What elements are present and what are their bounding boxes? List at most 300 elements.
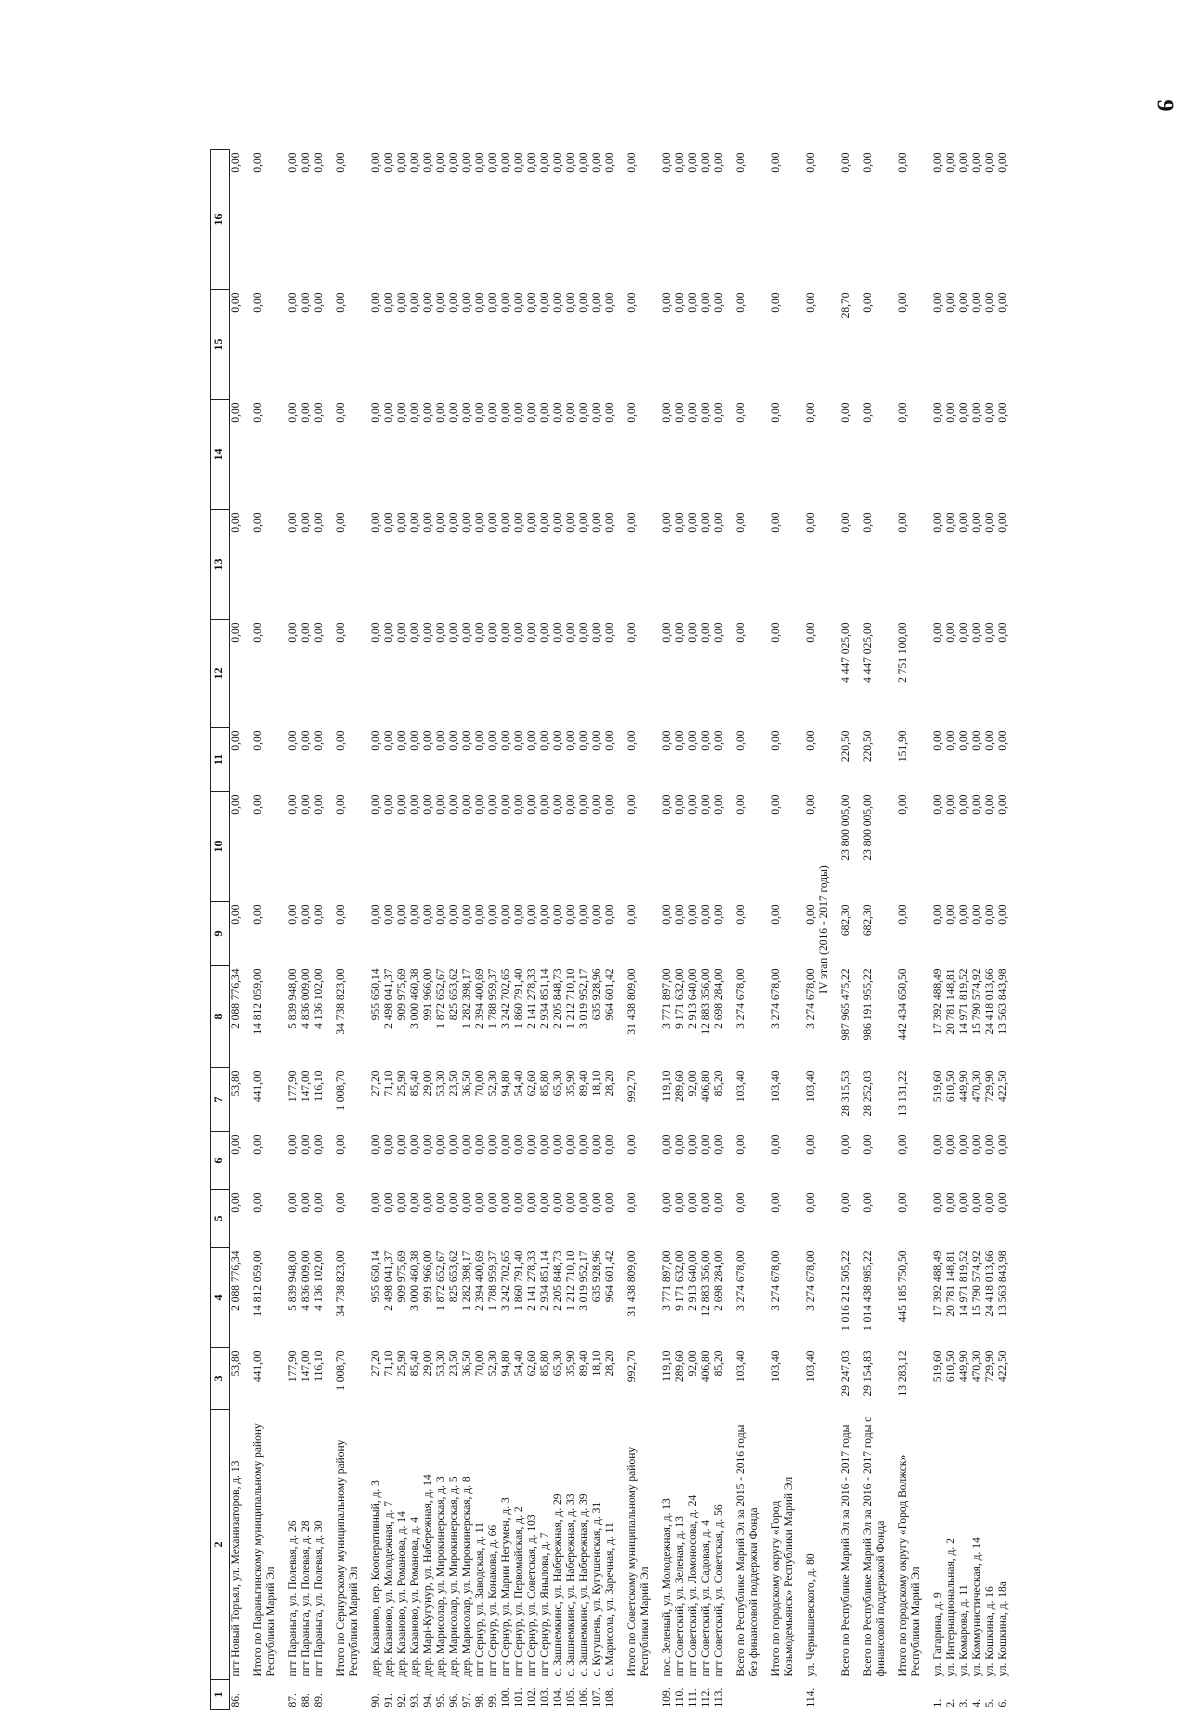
value-cell-col-9: 0,00 [539, 904, 551, 925]
row-spacer [243, 150, 252, 1710]
table-row [409, 150, 422, 1710]
value-cell-col-3: 103,40 [805, 1350, 817, 1383]
value-cell-col-10: 0,00 [626, 794, 638, 815]
value-cell-col-15: 0,00 [300, 292, 312, 313]
value-cell-col-4: 955 650,14 [370, 1250, 382, 1303]
value-cell-col-14: 0,00 [409, 402, 421, 423]
value-cell-col-12: 0,00 [958, 622, 970, 643]
address-cell: пгт Сернур, ул. Первомайская, д. 2 [513, 1506, 525, 1677]
value-cell-col-14: 0,00 [971, 402, 983, 423]
value-cell-col-12: 0,00 [383, 622, 395, 643]
value-cell-col-4: 13 563 843,98 [997, 1250, 1009, 1317]
value-cell-col-4: 1 016 212 505,22 [840, 1250, 852, 1331]
value-cell-col-16: 0,00 [713, 152, 725, 173]
address-cell: Итого по Параньгинскому муниципальному району Республики Марий Эл [252, 1423, 277, 1677]
value-cell-col-16: 0,00 [687, 152, 699, 173]
table-row [552, 150, 565, 1710]
row-number: 100. [500, 1687, 512, 1708]
table-row [604, 150, 617, 1710]
value-cell-col-4: 3 274 678,00 [735, 1250, 747, 1311]
value-cell-col-12: 0,00 [287, 622, 299, 643]
table-row [370, 150, 383, 1710]
table-row [487, 150, 500, 1710]
value-cell-col-8: 1 872 652,67 [435, 968, 447, 1029]
value-cell-col-15: 0,00 [539, 292, 551, 313]
value-cell-col-13: 0,00 [674, 512, 686, 533]
column-header-9: 9 [211, 902, 230, 966]
value-cell-col-8: 12 883 356,00 [700, 968, 712, 1035]
row-number [735, 1680, 761, 1710]
value-cell-col-6: 0,00 [335, 1134, 347, 1155]
value-cell-col-12: 0,00 [997, 622, 1009, 643]
value-cell-col-5: 0,00 [626, 1192, 638, 1213]
value-cell-col-5: 0,00 [435, 1192, 447, 1213]
value-cell-col-5: 0,00 [370, 1192, 382, 1213]
address-cell: дер. Марисолар, ул. Мирокинерская, д. 5 [448, 1476, 460, 1677]
value-cell-col-8: 14 971 819,52 [958, 968, 970, 1035]
value-cell-col-10: 23 800 005,00 [840, 794, 852, 861]
value-cell-col-7: 103,40 [770, 1070, 782, 1103]
value-cell-col-6: 0,00 [500, 1134, 512, 1155]
stage-heading: IV этап (2016 - 2017 годы) [818, 865, 830, 994]
rotated-table-content [210, 150, 1200, 1710]
value-cell-col-16: 0,00 [435, 152, 447, 173]
value-cell-col-9: 0,00 [735, 904, 747, 925]
value-cell-col-14: 0,00 [474, 402, 486, 423]
value-cell-col-3: 18,10 [591, 1350, 603, 1377]
value-cell-col-10: 0,00 [513, 794, 525, 815]
value-cell-col-9: 0,00 [474, 904, 486, 925]
value-cell-col-4: 14 812 059,00 [252, 1250, 264, 1317]
value-cell-col-9: 0,00 [770, 904, 782, 925]
value-cell-col-10: 0,00 [335, 794, 347, 815]
value-cell-col-13: 0,00 [461, 512, 473, 533]
value-cell-col-6: 0,00 [435, 1134, 447, 1155]
value-cell-col-4: 445 185 750,50 [897, 1250, 909, 1323]
value-cell-col-10: 0,00 [591, 794, 603, 815]
value-cell-col-3: 729,90 [984, 1350, 996, 1383]
value-cell-col-12: 0,00 [313, 622, 325, 643]
value-cell-col-16: 0,00 [661, 152, 673, 173]
table-row [713, 150, 726, 1710]
value-cell-col-15: 0,00 [958, 292, 970, 313]
row-spacer [617, 150, 626, 1710]
value-cell-col-7: 94,80 [500, 1070, 512, 1097]
value-cell-col-15: 0,00 [626, 292, 638, 313]
value-cell-col-6: 0,00 [945, 1134, 957, 1155]
value-cell-col-6: 0,00 [805, 1134, 817, 1155]
value-cell-col-9: 0,00 [565, 904, 577, 925]
value-cell-col-7: 62,60 [526, 1070, 538, 1097]
value-cell-col-11: 220,50 [840, 730, 852, 763]
value-cell-col-3: 406,80 [700, 1350, 712, 1383]
value-cell-col-13: 0,00 [474, 512, 486, 533]
value-cell-col-5: 0,00 [897, 1192, 909, 1213]
value-cell-col-16: 0,00 [422, 152, 434, 173]
column-header-8: 8 [211, 966, 230, 1068]
value-cell-col-14: 0,00 [539, 402, 551, 423]
value-cell-col-6: 0,00 [604, 1134, 616, 1155]
value-cell-col-3: 441,00 [252, 1350, 264, 1383]
value-cell-col-12: 0,00 [945, 622, 957, 643]
value-cell-col-7: 65,30 [552, 1070, 564, 1097]
address-cell: пгт Сернур, ул. Конакова, д. 66 [487, 1524, 499, 1677]
value-cell-col-16: 0,00 [897, 152, 909, 173]
value-cell-col-12: 0,00 [604, 622, 616, 643]
value-cell-col-5: 0,00 [461, 1192, 473, 1213]
value-cell-col-3: 422,50 [997, 1350, 1009, 1383]
value-cell-col-5: 0,00 [971, 1192, 983, 1213]
value-cell-col-8: 909 975,69 [396, 968, 408, 1021]
value-cell-col-9: 0,00 [661, 904, 673, 925]
value-cell-col-8: 17 392 488,49 [932, 968, 944, 1035]
value-cell-col-12: 0,00 [932, 622, 944, 643]
value-cell-col-12: 0,00 [230, 622, 242, 643]
value-cell-col-8: 3 274 678,00 [735, 968, 747, 1029]
table-row [383, 150, 396, 1710]
value-cell-col-5: 0,00 [396, 1192, 408, 1213]
value-cell-col-8: 987 965 475,22 [840, 968, 852, 1041]
value-cell-col-11: 0,00 [526, 730, 538, 751]
value-cell-col-6: 0,00 [674, 1134, 686, 1155]
value-cell-col-3: 53,30 [435, 1350, 447, 1377]
spacer-cell [726, 150, 735, 1710]
value-cell-col-13: 0,00 [945, 512, 957, 533]
value-cell-col-14: 0,00 [287, 402, 299, 423]
value-cell-col-7: 1 008,70 [335, 1070, 347, 1111]
value-cell-col-6: 0,00 [370, 1134, 382, 1155]
value-cell-col-9: 0,00 [984, 904, 996, 925]
table-row [500, 150, 513, 1710]
value-cell-col-3: 94,80 [500, 1350, 512, 1377]
value-cell-col-16: 0,00 [971, 152, 983, 173]
address-cell: дер. Марі-Кугунур, ул. Набережная, д. 14 [422, 1474, 434, 1677]
value-cell-col-10: 0,00 [552, 794, 564, 815]
address-cell: с. Зашнемкинс, ул. Набережная, д. 39 [578, 1493, 590, 1677]
table-row [448, 150, 461, 1710]
value-cell-col-14: 0,00 [713, 402, 725, 423]
value-cell-col-14: 0,00 [335, 402, 347, 423]
value-cell-col-3: 23,50 [448, 1350, 460, 1377]
value-cell-col-9: 0,00 [461, 904, 473, 925]
value-cell-col-16: 0,00 [932, 152, 944, 173]
row-number: 113. [713, 1687, 725, 1708]
value-cell-col-8: 3 242 702,65 [500, 968, 512, 1029]
value-cell-col-5: 0,00 [687, 1192, 699, 1213]
value-cell-col-15: 0,00 [997, 292, 1009, 313]
value-cell-col-6: 0,00 [770, 1134, 782, 1155]
value-cell-col-11: 0,00 [932, 730, 944, 751]
value-cell-col-8: 825 653,62 [448, 968, 460, 1021]
value-cell-col-4: 2 913 640,00 [687, 1250, 699, 1311]
value-cell-col-4: 2 934 851,14 [539, 1250, 551, 1311]
row-spacer [652, 150, 661, 1710]
row-number: 111. [687, 1688, 699, 1708]
value-cell-col-16: 0,00 [626, 152, 638, 173]
value-cell-col-8: 991 966,00 [422, 968, 434, 1021]
value-cell-col-13: 0,00 [252, 512, 264, 533]
value-cell-col-14: 0,00 [862, 402, 874, 423]
value-cell-col-4: 4 836 009,00 [300, 1250, 312, 1311]
value-cell-col-14: 0,00 [300, 402, 312, 423]
value-cell-col-10: 0,00 [713, 794, 725, 815]
address-cell: пгт Новый Торъял, ул. Механизаторов, д. 13 [230, 1460, 242, 1677]
column-header-12: 12 [211, 620, 230, 728]
value-cell-col-4: 909 975,69 [396, 1250, 408, 1303]
value-cell-col-11: 0,00 [626, 730, 638, 751]
value-cell-col-9: 682,30 [840, 904, 852, 937]
value-cell-col-7: 29,00 [422, 1070, 434, 1097]
value-cell-col-14: 0,00 [945, 402, 957, 423]
row-number: 87. [287, 1693, 299, 1708]
value-cell-col-16: 0,00 [513, 152, 525, 173]
value-cell-col-5: 0,00 [526, 1192, 538, 1213]
value-cell-col-3: 103,40 [735, 1350, 747, 1383]
value-cell-col-8: 635 928,96 [591, 968, 603, 1021]
row-spacer [923, 150, 932, 1710]
value-cell-col-6: 0,00 [862, 1134, 874, 1155]
value-cell-col-3: 35,90 [565, 1350, 577, 1377]
value-cell-col-16: 0,00 [526, 152, 538, 173]
page-number: 9 [1151, 99, 1178, 112]
row-number [626, 1680, 652, 1710]
row-number: 94. [422, 1693, 434, 1708]
value-cell-col-10: 0,00 [474, 794, 486, 815]
value-cell-col-14: 0,00 [578, 402, 590, 423]
value-cell-col-7: 89,40 [578, 1070, 590, 1097]
value-cell-col-11: 0,00 [805, 730, 817, 751]
column-header-14: 14 [211, 400, 230, 510]
value-cell-col-16: 0,00 [252, 152, 264, 173]
value-cell-col-6: 0,00 [422, 1134, 434, 1155]
value-cell-col-3: 177,90 [287, 1350, 299, 1383]
value-cell-col-8: 442 434 650,50 [897, 968, 909, 1041]
value-cell-col-3: 1 008,70 [335, 1350, 347, 1391]
value-cell-col-3: 28,20 [604, 1350, 616, 1377]
value-cell-col-11: 0,00 [396, 730, 408, 751]
value-cell-col-13: 0,00 [984, 512, 996, 533]
value-cell-col-10: 0,00 [435, 794, 447, 815]
value-cell-col-6: 0,00 [396, 1134, 408, 1155]
value-cell-col-9: 0,00 [300, 904, 312, 925]
row-number: 114. [805, 1687, 817, 1708]
value-cell-col-5: 0,00 [448, 1192, 460, 1213]
value-cell-col-12: 0,00 [396, 622, 408, 643]
address-cell: пгт Советский, ул. Советская, д. 56 [713, 1504, 725, 1677]
address-cell: дер. Казаново, ул. Романова, д. 14 [396, 1511, 408, 1677]
address-cell: ул. Коммунистическая, д. 14 [971, 1537, 983, 1677]
value-cell-col-14: 0,00 [700, 402, 712, 423]
value-cell-col-11: 0,00 [252, 730, 264, 751]
value-cell-col-11: 0,00 [674, 730, 686, 751]
value-cell-col-5: 0,00 [840, 1192, 852, 1213]
value-cell-col-11: 0,00 [770, 730, 782, 751]
value-cell-col-15: 0,00 [700, 292, 712, 313]
value-cell-col-10: 0,00 [971, 794, 983, 815]
value-cell-col-13: 0,00 [626, 512, 638, 533]
value-cell-col-14: 0,00 [997, 402, 1009, 423]
row-number: 101. [513, 1687, 525, 1708]
value-cell-col-13: 0,00 [971, 512, 983, 533]
value-cell-col-15: 0,00 [578, 292, 590, 313]
value-cell-col-15: 0,00 [805, 292, 817, 313]
table-row [526, 150, 539, 1710]
value-cell-col-3: 85,20 [713, 1350, 725, 1377]
address-cell: Всего по Республике Марий Эл за 2016 - 2017 годы [840, 1424, 852, 1677]
table-row [396, 150, 409, 1710]
value-cell-col-13: 0,00 [840, 512, 852, 533]
value-cell-col-16: 0,00 [591, 152, 603, 173]
value-cell-col-7: 53,80 [230, 1070, 242, 1097]
value-cell-col-8: 4 136 102,00 [313, 968, 325, 1029]
value-cell-col-14: 0,00 [840, 402, 852, 423]
value-cell-col-10: 0,00 [461, 794, 473, 815]
value-cell-col-14: 0,00 [252, 402, 264, 423]
value-cell-col-8: 2 913 640,00 [687, 968, 699, 1029]
value-cell-col-4: 9 171 632,00 [674, 1250, 686, 1311]
value-cell-col-8: 3 274 678,00 [770, 968, 782, 1029]
row-spacer [761, 150, 770, 1710]
value-cell-col-6: 0,00 [300, 1134, 312, 1155]
value-cell-col-6: 0,00 [461, 1134, 473, 1155]
value-cell-col-12: 0,00 [513, 622, 525, 643]
row-number [862, 1680, 888, 1710]
value-cell-col-16: 0,00 [578, 152, 590, 173]
value-cell-col-4: 3 771 897,00 [661, 1250, 673, 1311]
spacer-cell [243, 150, 252, 1710]
value-cell-col-7: 70,00 [474, 1070, 486, 1097]
table-row [513, 150, 526, 1710]
value-cell-col-10: 0,00 [770, 794, 782, 815]
value-cell-col-13: 0,00 [713, 512, 725, 533]
value-cell-col-5: 0,00 [578, 1192, 590, 1213]
address-cell: Всего по Республике Марий Эл за 2015 - 2016 годы без финансовой поддержки Фонда [735, 1424, 760, 1677]
value-cell-col-4: 4 136 102,00 [313, 1250, 325, 1311]
row-spacer [831, 150, 840, 1710]
value-cell-col-14: 0,00 [565, 402, 577, 423]
row-number: 4. [971, 1698, 983, 1708]
value-cell-col-9: 0,00 [435, 904, 447, 925]
value-cell-col-7: 52,30 [487, 1070, 499, 1097]
value-cell-col-10: 0,00 [313, 794, 325, 815]
value-cell-col-11: 0,00 [435, 730, 447, 751]
value-cell-col-9: 0,00 [252, 904, 264, 925]
row-number: 1. [932, 1698, 944, 1708]
value-cell-col-14: 0,00 [313, 402, 325, 423]
value-cell-col-14: 0,00 [396, 402, 408, 423]
row-number: 86. [230, 1693, 242, 1708]
column-header-1: 1 [211, 1680, 230, 1710]
value-cell-col-7: 422,50 [997, 1070, 1009, 1103]
value-cell-col-11: 0,00 [409, 730, 421, 751]
value-cell-col-10: 0,00 [687, 794, 699, 815]
value-cell-col-11: 0,00 [578, 730, 590, 751]
value-cell-col-13: 0,00 [513, 512, 525, 533]
value-cell-col-7: 103,40 [735, 1070, 747, 1103]
value-cell-col-8: 986 191 955,22 [862, 968, 874, 1041]
value-cell-col-4: 3 274 678,00 [770, 1250, 782, 1311]
value-cell-col-15: 0,00 [230, 292, 242, 313]
value-cell-col-9: 0,00 [626, 904, 638, 925]
value-cell-col-5: 0,00 [591, 1192, 603, 1213]
value-cell-col-4: 14 971 819,52 [958, 1250, 970, 1317]
table-total-row [735, 150, 761, 1710]
value-cell-col-13: 0,00 [770, 512, 782, 533]
value-cell-col-8: 3 274 678,00 [805, 968, 817, 1029]
value-cell-col-15: 0,00 [513, 292, 525, 313]
value-cell-col-10: 0,00 [526, 794, 538, 815]
value-cell-col-9: 0,00 [448, 904, 460, 925]
value-cell-col-7: 85,40 [409, 1070, 421, 1097]
value-cell-col-15: 0,00 [862, 292, 874, 313]
value-cell-col-4: 1 872 652,67 [435, 1250, 447, 1311]
value-cell-col-13: 0,00 [526, 512, 538, 533]
value-cell-col-5: 0,00 [997, 1192, 1009, 1213]
value-cell-col-16: 0,00 [396, 152, 408, 173]
value-cell-col-7: 25,90 [396, 1070, 408, 1097]
value-cell-col-14: 0,00 [487, 402, 499, 423]
value-cell-col-5: 0,00 [700, 1192, 712, 1213]
value-cell-col-12: 0,00 [805, 622, 817, 643]
value-cell-col-15: 0,00 [435, 292, 447, 313]
value-cell-col-10: 0,00 [735, 794, 747, 815]
value-cell-col-4: 20 781 148,81 [945, 1250, 957, 1317]
value-cell-col-5: 0,00 [713, 1192, 725, 1213]
value-cell-col-16: 0,00 [984, 152, 996, 173]
value-cell-col-3: 449,90 [958, 1350, 970, 1383]
value-cell-col-15: 0,00 [945, 292, 957, 313]
value-cell-col-6: 0,00 [713, 1134, 725, 1155]
value-cell-col-5: 0,00 [539, 1192, 551, 1213]
value-cell-col-6: 0,00 [591, 1134, 603, 1155]
value-cell-col-8: 2 141 278,33 [526, 968, 538, 1029]
column-header-6: 6 [211, 1132, 230, 1190]
address-cell: ул. Комарова, д. 11 [958, 1584, 970, 1677]
value-cell-col-10: 23 800 005,00 [862, 794, 874, 861]
address-cell: Итого по городскому округу «Город Волжск» Республики Марий Эл [897, 1454, 922, 1677]
table-row [435, 150, 448, 1710]
table-row [578, 150, 591, 1710]
value-cell-col-8: 13 563 843,98 [997, 968, 1009, 1035]
value-cell-col-3: 992,70 [626, 1350, 638, 1383]
value-cell-col-5: 0,00 [230, 1192, 242, 1213]
value-cell-col-3: 92,00 [687, 1350, 699, 1377]
value-cell-col-7: 103,40 [805, 1070, 817, 1103]
value-cell-col-10: 0,00 [984, 794, 996, 815]
value-cell-col-8: 24 418 013,66 [984, 968, 996, 1035]
value-cell-col-10: 0,00 [487, 794, 499, 815]
value-cell-col-9: 0,00 [971, 904, 983, 925]
value-cell-col-5: 0,00 [770, 1192, 782, 1213]
address-cell: пос. Зеленый, ул. Молодежная, д. 13 [661, 1498, 673, 1677]
value-cell-col-13: 0,00 [735, 512, 747, 533]
value-cell-col-12: 0,00 [700, 622, 712, 643]
value-cell-col-3: 29,00 [422, 1350, 434, 1377]
table-row [687, 150, 700, 1710]
value-cell-col-4: 34 738 823,00 [335, 1250, 347, 1317]
value-cell-col-15: 28,70 [840, 292, 852, 319]
value-cell-col-3: 519,60 [932, 1350, 944, 1383]
value-cell-col-12: 0,00 [661, 622, 673, 643]
value-cell-col-10: 0,00 [252, 794, 264, 815]
value-cell-col-5: 0,00 [383, 1192, 395, 1213]
spacer-cell [923, 150, 932, 1710]
value-cell-col-11: 0,00 [513, 730, 525, 751]
value-cell-col-10: 0,00 [370, 794, 382, 815]
address-cell: пгт Советский, ул. Зеленая, д. 13 [674, 1516, 686, 1677]
value-cell-col-14: 0,00 [932, 402, 944, 423]
value-cell-col-4: 964 601,42 [604, 1250, 616, 1303]
